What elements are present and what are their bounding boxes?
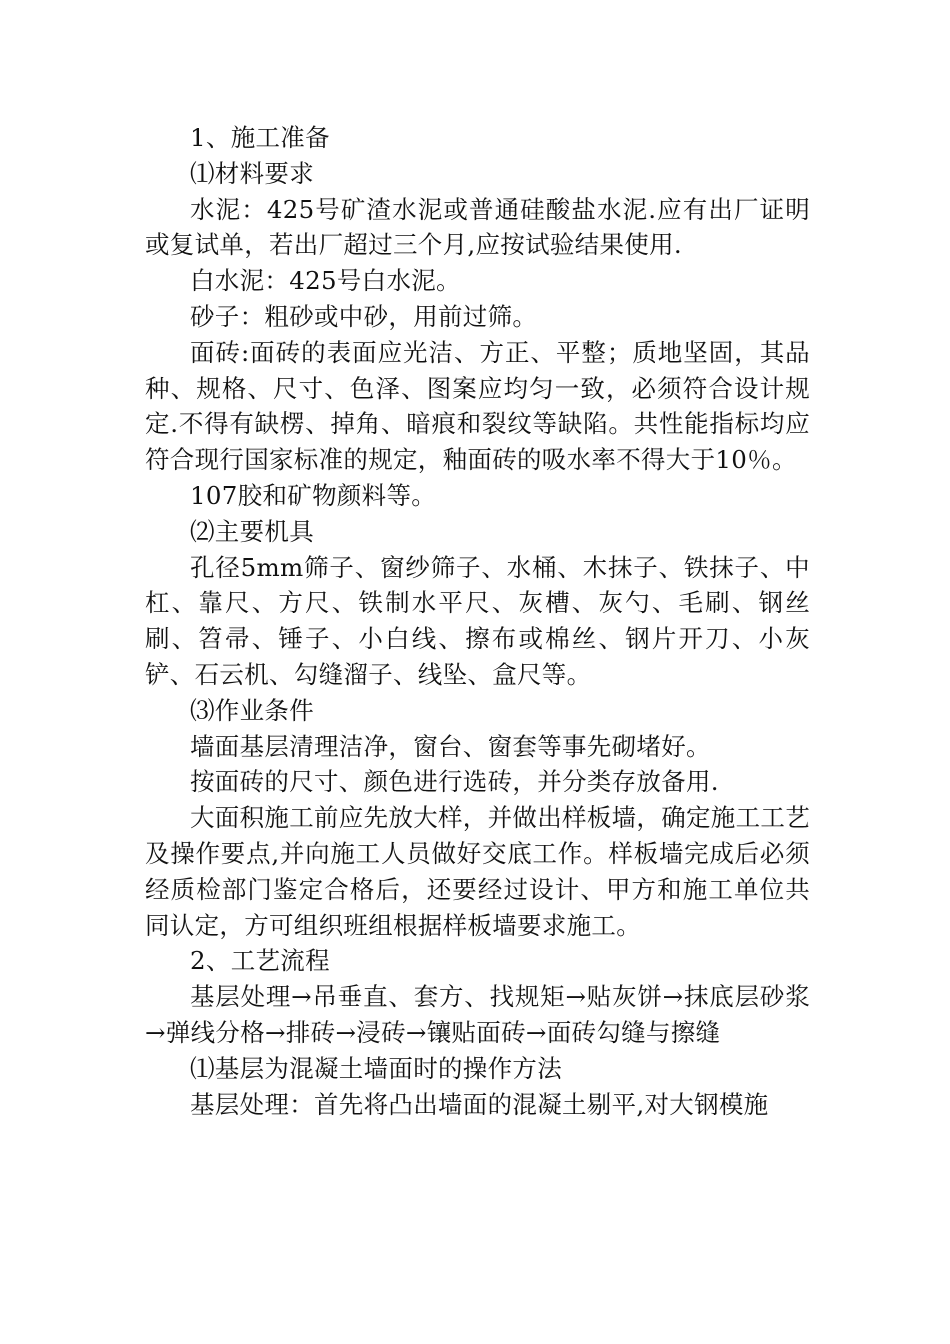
section-heading-process-flow: 2、工艺流程 [190, 946, 330, 976]
document-body [145, 120, 810, 1122]
paragraph-tools-list: 孔径5mm筛子、窗纱筛子、水桶、木抹子、铁抹子、中杠、靠尺、方尺、铁制水平尺、灰槽、灰勺、毛刷、钢丝刷、笤帚、锤子、小白线、擦布或棉丝、钢片开刀、小灰铲、石云机、勾缝溜子、线坠、盒尺等。 [145, 552, 810, 689]
subheading-concrete-wall-method: ⑴基层为混凝土墙面时的操作方法 [190, 1053, 562, 1083]
paragraph-process-steps: 基层处理→吊垂直、套方、找规矩→贴灰饼→抹底层砂浆→弹线分格→排砖→浸砖→镶贴面砖→面砖勾缝与擦缝 [145, 982, 810, 1047]
subheading-work-conditions: ⑶作业条件 [190, 695, 314, 725]
section-heading-preparation: 1、施工准备 [190, 123, 330, 152]
paragraph-glue-pigment: 107胶和矿物颜料等。 [190, 480, 437, 510]
paragraph-face-brick: 面砖:面砖的表面应光洁、方正、平整；质地坚固，其品种、规格、尺寸、色泽、图案应均匀一致，必须符合设计规定.不得有缺楞、掉角、暗痕和裂纹等缺陷。共性能指标均应符合现行国家标准的规定，釉面砖的吸水率不得大于10％。 [145, 337, 810, 475]
subheading-material-requirements: ⑴材料要求 [190, 158, 314, 188]
paragraph-base-treatment: 基层处理：首先将凸出墙面的混凝土剔平,对大钢模施 [190, 1089, 769, 1119]
subheading-main-tools: ⑵主要机具 [190, 516, 314, 546]
paragraph-sample-wall: 大面积施工前应先放大样，并做出样板墙，确定施工工艺及操作要点,并向施工人员做好交底工作。样板墙完成后必须经质检部门鉴定合格后，还要经过设计、甲方和施工单位共同认定，方可组织班组根据样板墙要求施工。 [145, 803, 810, 940]
paragraph-wall-cleaning: 墙面基层清理洁净，窗台、窗套等事先砌堵好。 [190, 731, 711, 761]
paragraph-white-cement: 白水泥：425号白水泥。 [190, 266, 461, 296]
paragraph-brick-selection: 按面砖的尺寸、颜色进行选砖，并分类存放备用. [190, 767, 719, 797]
paragraph-sand: 砂子：粗砂或中砂，用前过筛。 [190, 301, 538, 331]
paragraph-cement: 水泥：425号矿渣水泥或普通硅酸盐水泥.应有出厂证明或复试单，若出厂超过三个月,应按试验结果使用. [145, 194, 810, 260]
